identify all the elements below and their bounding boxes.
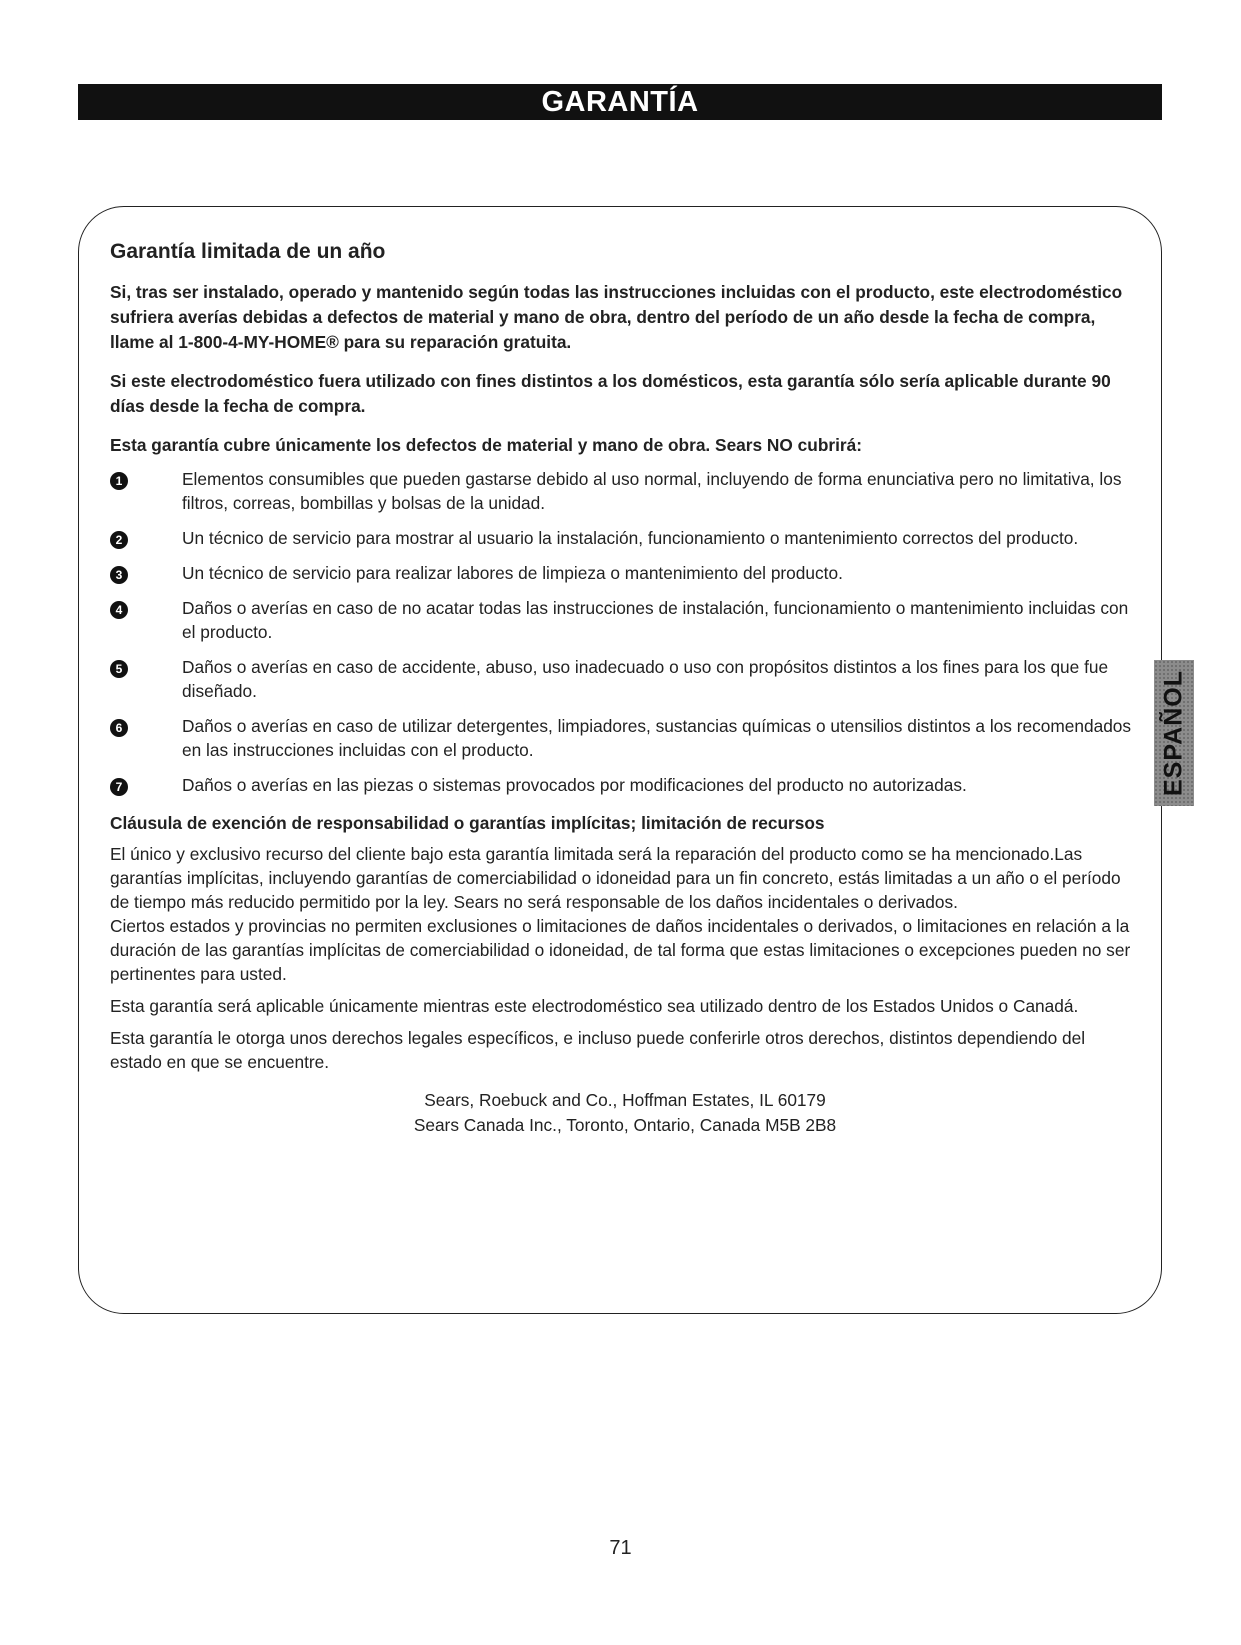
list-item-text: Daños o averías en las piezas o sistemas provocados por modificaciones del producto no autorizadas.: [182, 775, 967, 795]
page-title: GARANTÍA: [541, 86, 699, 118]
clause-heading: Cláusula de exención de responsabilidad o garantías implícitas; limitación de recursos: [110, 813, 825, 833]
clause-paragraph-4: Esta garantía le otorga unos derechos legales específicos, e incluso puede conferirle otros derechos, distintos dependiendo del estado en que se encuentre.: [110, 1028, 1086, 1072]
address-block: [110, 1088, 1140, 1138]
number-badge-icon: 7: [110, 778, 128, 796]
list-item-text: Daños o averías en caso de utilizar detergentes, limpiadores, sustancias químicas o utensilios distintos a los recomendados en las instrucciones incluidas con el producto.: [182, 716, 1132, 760]
list-item: [110, 655, 1140, 703]
list-item-text: Un técnico de servicio para realizar labores de limpieza o mantenimiento del producto.: [182, 563, 843, 583]
list-item: [110, 714, 1140, 762]
coverage-statement: Esta garantía cubre únicamente los defectos de material y mano de obra. Sears NO cubrirá:: [110, 435, 862, 455]
number-badge-icon: 6: [110, 719, 128, 737]
clause-paragraph-3: Esta garantía será aplicable únicamente mientras este electrodoméstico sea utilizado dentro de los Estados Unidos o Canadá.: [110, 996, 1079, 1016]
section-heading: Garantía limitada de un año: [110, 240, 386, 263]
language-tab: [1154, 660, 1194, 806]
list-item: [110, 773, 1140, 797]
address-line-canada: Sears Canada Inc., Toronto, Ontario, Canada M5B 2B8: [413, 1115, 837, 1135]
page-number: 71: [609, 1537, 632, 1559]
language-tab-label: ESPAÑOL: [1159, 670, 1188, 796]
clause-paragraph-1: El único y exclusivo recurso del cliente bajo esta garantía limitada será la reparación del producto como se ha mencionado.Las garantías implícitas, incluyendo garantías de comerciabilidad o idoneidad para un fin concreto, estás limitadas a un año o el período de tiempo más reducido permitido por la ley. Sears no será responsable de los daños incidentales o derivados.: [110, 844, 1121, 912]
number-badge-icon: 3: [110, 566, 128, 584]
list-item: [110, 561, 1140, 585]
list-item: [110, 467, 1140, 515]
intro-paragraph-2: Si este electrodoméstico fuera utilizado con fines distintos a los domésticos, esta garantía sólo sería aplicable durante 90 días desde la fecha de compra.: [110, 371, 1111, 416]
list-item-text: Daños o averías en caso de no acatar todas las instrucciones de instalación, funcionamiento o mantenimiento incluidas con el producto.: [182, 598, 1129, 642]
list-item-text: Un técnico de servicio para mostrar al usuario la instalación, funcionamiento o mantenimiento correctos del producto.: [182, 528, 1079, 548]
list-item: [110, 526, 1140, 550]
number-badge-icon: 4: [110, 601, 128, 619]
number-badge-icon: 5: [110, 660, 128, 678]
address-line-us: Sears, Roebuck and Co., Hoffman Estates, IL 60179: [424, 1090, 826, 1110]
page-title-bar: [78, 84, 1162, 120]
list-item-text: Daños o averías en caso de accidente, abuso, uso inadecuado o uso con propósitos distintos a los fines para los que fue diseñado.: [182, 657, 1109, 701]
exclusions-list: [110, 467, 1140, 797]
number-badge-icon: 1: [110, 472, 128, 490]
clause-paragraph-2: Ciertos estados y provincias no permiten exclusiones o limitaciones de daños incidentales o derivados, o limitaciones en relación a la duración de las garantías implícitas de comerciabilidad o idoneidad, de tal forma que estas limitaciones o excepciones pueden no ser pertinentes para usted.: [110, 916, 1131, 984]
list-item: [110, 596, 1140, 644]
list-item-text: Elementos consumibles que pueden gastarse debido al uso normal, incluyendo de forma enunciativa pero no limitativa, los filtros, correas, bombillas y bolsas de la unidad.: [182, 469, 1122, 513]
warranty-content: [110, 240, 1140, 1138]
intro-paragraph-1: Si, tras ser instalado, operado y mantenido según todas las instrucciones incluidas con el producto, este electrodoméstico sufriera averías debidas a defectos de material y mano de obra, dentro del período de un año desde la fecha de compra, llame al 1-800-4-MY-HOME® para su reparación gratuita.: [110, 282, 1123, 352]
number-badge-icon: 2: [110, 531, 128, 549]
